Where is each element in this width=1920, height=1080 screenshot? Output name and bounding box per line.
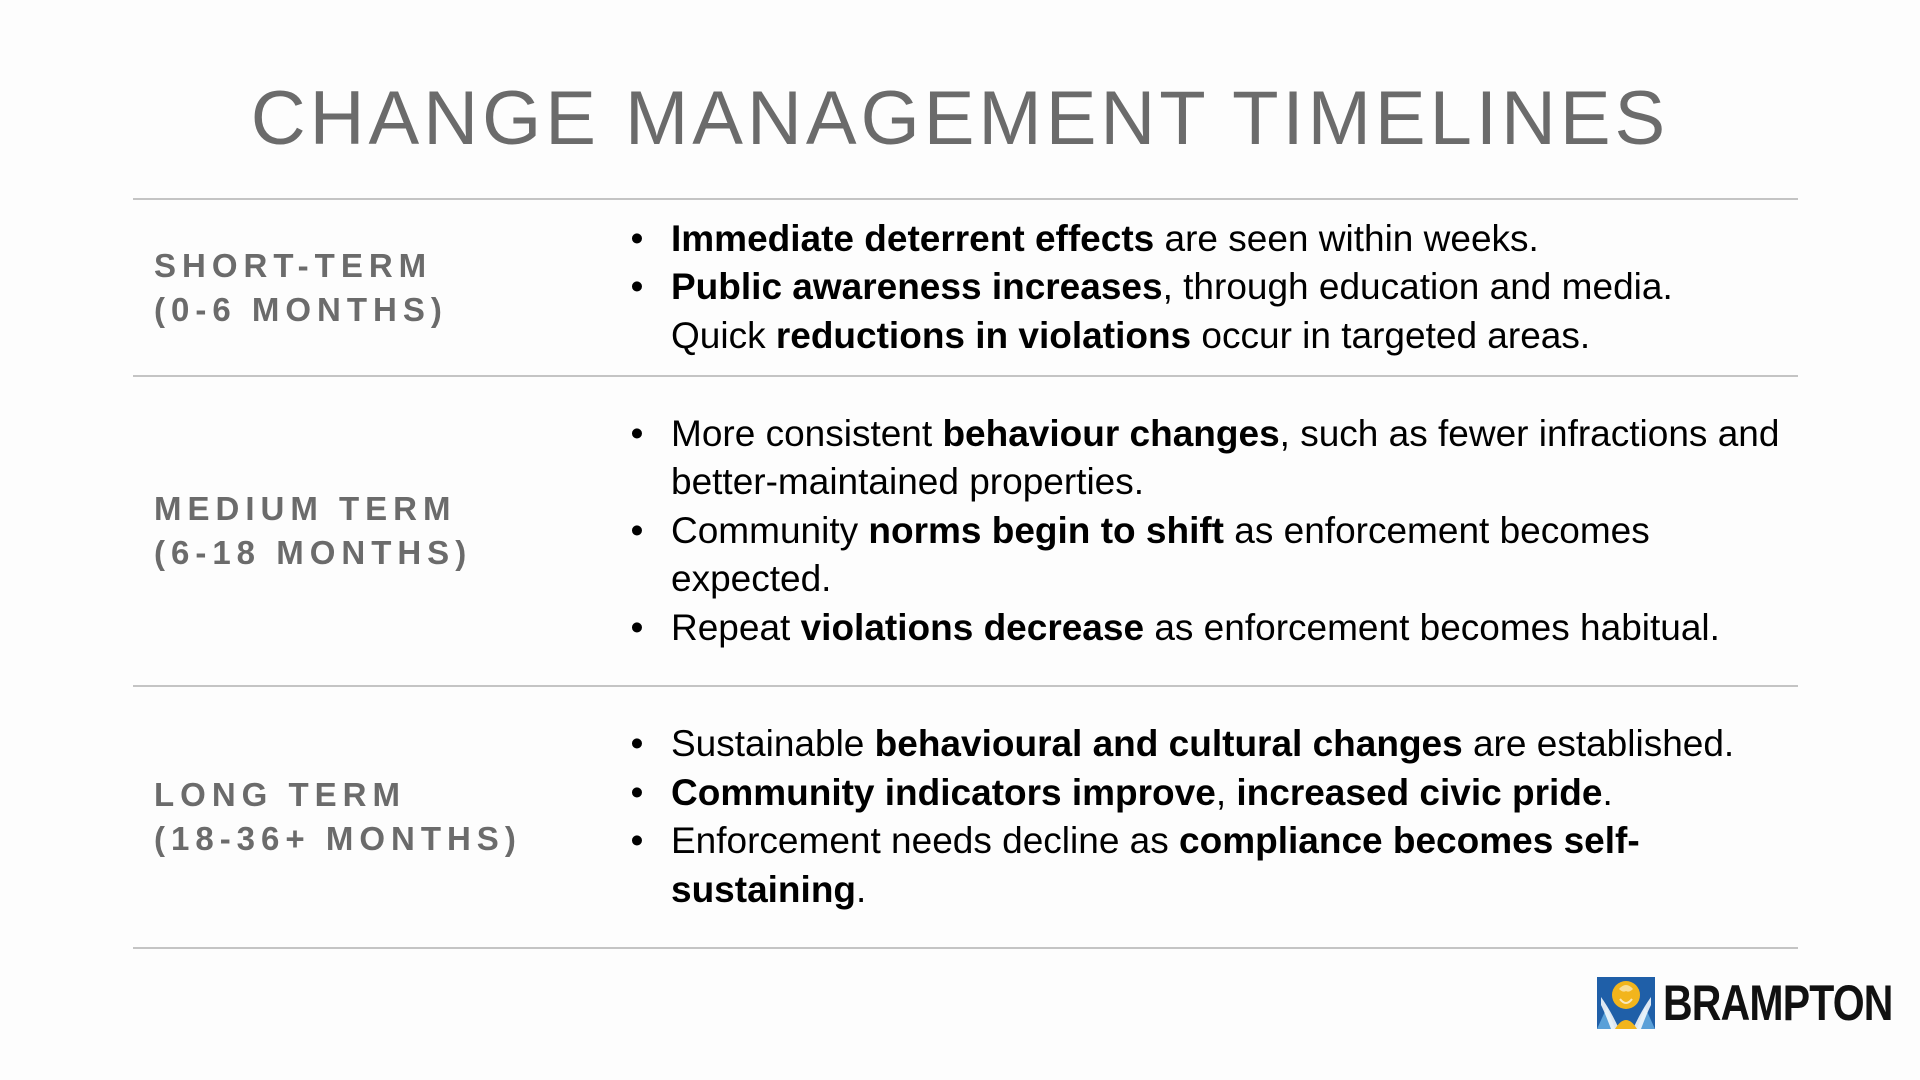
bullet-icon: • [630,820,644,861]
bullet-icon: • [630,606,644,648]
text: as enforcement becomes expected. [671,509,1650,600]
row-label-line2: (0-6 MONTHS) [154,290,448,328]
row-label-line1: LONG TERM [154,776,406,813]
text: as enforcement becomes habitual. [1144,606,1720,648]
bold-text: norms begin to shift [868,509,1224,551]
bold-text: increased civic pride [1236,771,1603,813]
bold-text: reductions in violations [775,314,1192,356]
bold-text: compliance becomes self-sustaining [671,820,1640,910]
text: Quick [671,314,776,356]
list-item [627,604,1798,653]
bullet-icon: • [630,412,644,454]
text: , through education and media. [1162,266,1673,308]
bullet-list [627,720,1798,914]
bold-text: Public awareness increases [671,266,1163,308]
bullet-icon: • [630,771,644,813]
row-label [133,487,603,575]
bold-text: Community indicators improve [671,771,1216,813]
text: , such as fewer infractions and better-maintained properties. [671,412,1780,503]
bold-text: behaviour changes [942,412,1280,454]
row-label-line1: MEDIUM TERM [154,490,457,527]
text: Sustainable [671,723,875,764]
row-label-line1: SHORT-TERM [154,246,433,284]
list-item [627,720,1798,769]
list-item [627,263,1798,312]
bullet-continuation [627,312,1798,361]
row-label-line2: (6-18 MONTHS) [154,534,473,571]
text: , [1215,771,1237,813]
table-row-short-term [133,200,1798,377]
text: Enforcement needs decline as [671,820,1180,861]
timeline-table [133,198,1798,949]
list-item [627,410,1798,507]
brampton-logo [1597,975,1920,1031]
text: occur in targeted areas. [1191,314,1591,356]
bullet-icon: • [630,509,644,551]
bold-text: Immediate deterrent effects [671,217,1155,259]
list-item [627,215,1798,264]
table-row-long-term [133,687,1798,949]
bold-text: violations decrease [800,606,1145,648]
list-item [627,769,1798,818]
bullet-icon: • [630,217,644,259]
brampton-wordmark: BRAMPTON [1663,975,1893,1031]
row-content [603,215,1798,361]
text: . [1602,771,1613,813]
list-item [627,507,1798,604]
bullet-icon: • [630,723,644,764]
text: Community [671,509,869,551]
row-label [133,244,603,332]
text: are established. [1462,723,1735,764]
slide-title: CHANGE MANAGEMENT TIMELINES [250,76,1670,161]
table-row-medium-term [133,377,1798,687]
bold-text: behavioural and cultural changes [874,723,1463,764]
row-content [603,410,1798,653]
bullet-list [627,410,1798,653]
row-content [603,720,1798,914]
text: . [856,868,867,910]
row-label [133,773,603,861]
row-label-line2: (18-36+ MONTHS) [154,820,522,857]
text: More consistent [671,412,943,454]
text: are seen within weeks. [1154,217,1539,259]
bullet-list [627,215,1798,312]
brampton-flower-logo-icon [1597,977,1655,1029]
bullet-icon: • [630,266,644,308]
text: Repeat [671,606,801,648]
list-item [627,817,1798,914]
